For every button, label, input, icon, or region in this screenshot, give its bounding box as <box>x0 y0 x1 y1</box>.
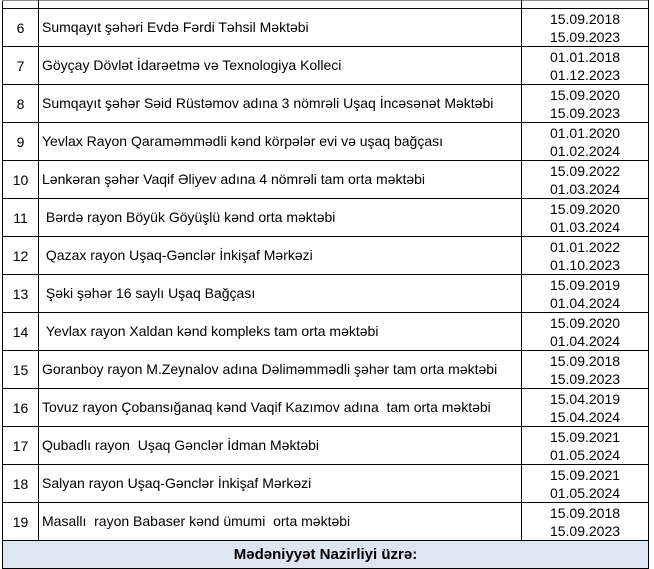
date-end: 15.09.2023 <box>549 522 621 539</box>
date-range-cell <box>522 1 649 9</box>
date-end: 01.03.2024 <box>549 180 621 197</box>
date-end: 01.05.2024 <box>549 484 621 501</box>
table-row <box>3 465 649 503</box>
table-row <box>3 85 649 123</box>
table-row <box>3 9 649 47</box>
date-end: 01.04.2024 <box>549 332 621 349</box>
table-row <box>3 503 649 541</box>
date-range-cell <box>522 503 649 541</box>
row-number-cell: 8 <box>3 85 39 123</box>
date-range-cell <box>522 85 649 123</box>
date-end: 01.04.2024 <box>549 294 621 311</box>
date-start: 15.09.2020 <box>549 86 621 103</box>
school-name-cell: Salyan rayon Uşaq-Gənclər İnkişaf Mərkəzi <box>39 465 522 503</box>
partial-row-top <box>3 1 649 9</box>
date-range-cell <box>522 237 649 275</box>
school-name-cell: Sumqayıt şəhəri Evdə Fərdi Təhsil Məktəbi <box>39 9 522 47</box>
date-start: 15.09.2018 <box>549 10 621 27</box>
date-range-cell <box>522 351 649 389</box>
date-end: 01.02.2024 <box>549 142 621 159</box>
section-footer-row <box>3 541 649 569</box>
table-row <box>3 47 649 85</box>
table-row <box>3 389 649 427</box>
school-name-cell: Yevlax Rayon Qaraməmmədli kənd körpələr evi və uşaq bağçası <box>39 123 522 161</box>
date-start: 15.09.2018 <box>549 352 621 369</box>
row-number-cell: 16 <box>3 389 39 427</box>
table-row <box>3 313 649 351</box>
date-start: 01.01.2022 <box>549 238 621 255</box>
date-start: 15.04.2019 <box>549 390 621 407</box>
date-start: 01.01.2020 <box>549 124 621 141</box>
school-name-cell: Şəki şəhər 16 saylı Uşaq Bağçası <box>39 275 522 313</box>
date-start: 15.09.2018 <box>549 504 621 521</box>
school-name-cell: Göyçay Dövlət İdarəetmə və Texnologiya Kolleci <box>39 47 522 85</box>
date-start: 15.09.2020 <box>549 200 621 217</box>
school-name-cell: Qazax rayon Uşaq-Gənclər İnkişaf Mərkəzi <box>39 237 522 275</box>
row-number-cell: 9 <box>3 123 39 161</box>
school-name-cell: Lənkəran şəhər Vaqif Əliyev adına 4 nömrəli tam orta məktəbi <box>39 161 522 199</box>
institutions-table <box>2 0 649 569</box>
section-header-label: Mədəniyyət Nazirliyi üzrə: <box>3 541 649 569</box>
table-row <box>3 275 649 313</box>
date-end: 15.09.2023 <box>549 28 621 45</box>
date-start: 15.09.2020 <box>549 314 621 331</box>
table-row <box>3 427 649 465</box>
row-number-cell <box>3 1 39 9</box>
school-name-cell <box>39 1 522 9</box>
date-range-cell <box>522 47 649 85</box>
date-range-cell <box>522 427 649 465</box>
date-range-cell <box>522 9 649 47</box>
row-number-cell: 15 <box>3 351 39 389</box>
row-number-cell: 12 <box>3 237 39 275</box>
date-range-cell <box>522 199 649 237</box>
date-range-cell <box>522 389 649 427</box>
date-end: 15.09.2023 <box>549 104 621 121</box>
date-start: 01.01.2018 <box>549 48 621 65</box>
date-range-cell <box>522 123 649 161</box>
row-number-cell: 19 <box>3 503 39 541</box>
row-number-cell: 7 <box>3 47 39 85</box>
school-name-cell: Tovuz rayon Çobansığanaq kənd Vaqif Kazımov adına tam orta məktəbi <box>39 389 522 427</box>
date-end: 01.12.2023 <box>549 66 621 83</box>
school-name-cell: Sumqayıt şəhər Səid Rüstəmov adına 3 nömrəli Uşaq İncəsənət Məktəbi <box>39 85 522 123</box>
date-start: 15.09.2021 <box>549 466 621 483</box>
table-row <box>3 351 649 389</box>
table-row <box>3 237 649 275</box>
table-row <box>3 161 649 199</box>
date-range-cell <box>522 313 649 351</box>
row-number-cell: 13 <box>3 275 39 313</box>
date-range-cell <box>522 161 649 199</box>
date-range-cell <box>522 465 649 503</box>
date-end: 01.03.2024 <box>549 218 621 235</box>
date-end: 01.10.2023 <box>549 256 621 273</box>
date-start: 15.09.2019 <box>549 276 621 293</box>
school-name-cell: Yevlax rayon Xaldan kənd kompleks tam orta məktəbi <box>39 313 522 351</box>
row-number-cell: 6 <box>3 9 39 47</box>
row-number-cell: 18 <box>3 465 39 503</box>
school-name-cell: Masallı rayon Babaser kənd ümumi orta məktəbi <box>39 503 522 541</box>
date-range-cell <box>522 275 649 313</box>
date-end: 15.09.2023 <box>549 370 621 387</box>
school-name-cell: Qubadlı rayon Uşaq Gənclər İdman Məktəbi <box>39 427 522 465</box>
row-number-cell: 10 <box>3 161 39 199</box>
date-end: 15.04.2024 <box>549 408 621 425</box>
table-row <box>3 123 649 161</box>
row-number-cell: 17 <box>3 427 39 465</box>
date-end: 01.05.2024 <box>549 446 621 463</box>
school-name-cell: Bərdə rayon Böyük Göyüşlü kənd orta məktəbi <box>39 199 522 237</box>
row-number-cell: 14 <box>3 313 39 351</box>
date-start: 15.09.2021 <box>549 428 621 445</box>
table-row <box>3 199 649 237</box>
row-number-cell: 11 <box>3 199 39 237</box>
date-start: 15.09.2022 <box>549 162 621 179</box>
school-name-cell: Goranboy rayon M.Zeynalov adına Dəliməmmədli şəhər tam orta məktəbi <box>39 351 522 389</box>
